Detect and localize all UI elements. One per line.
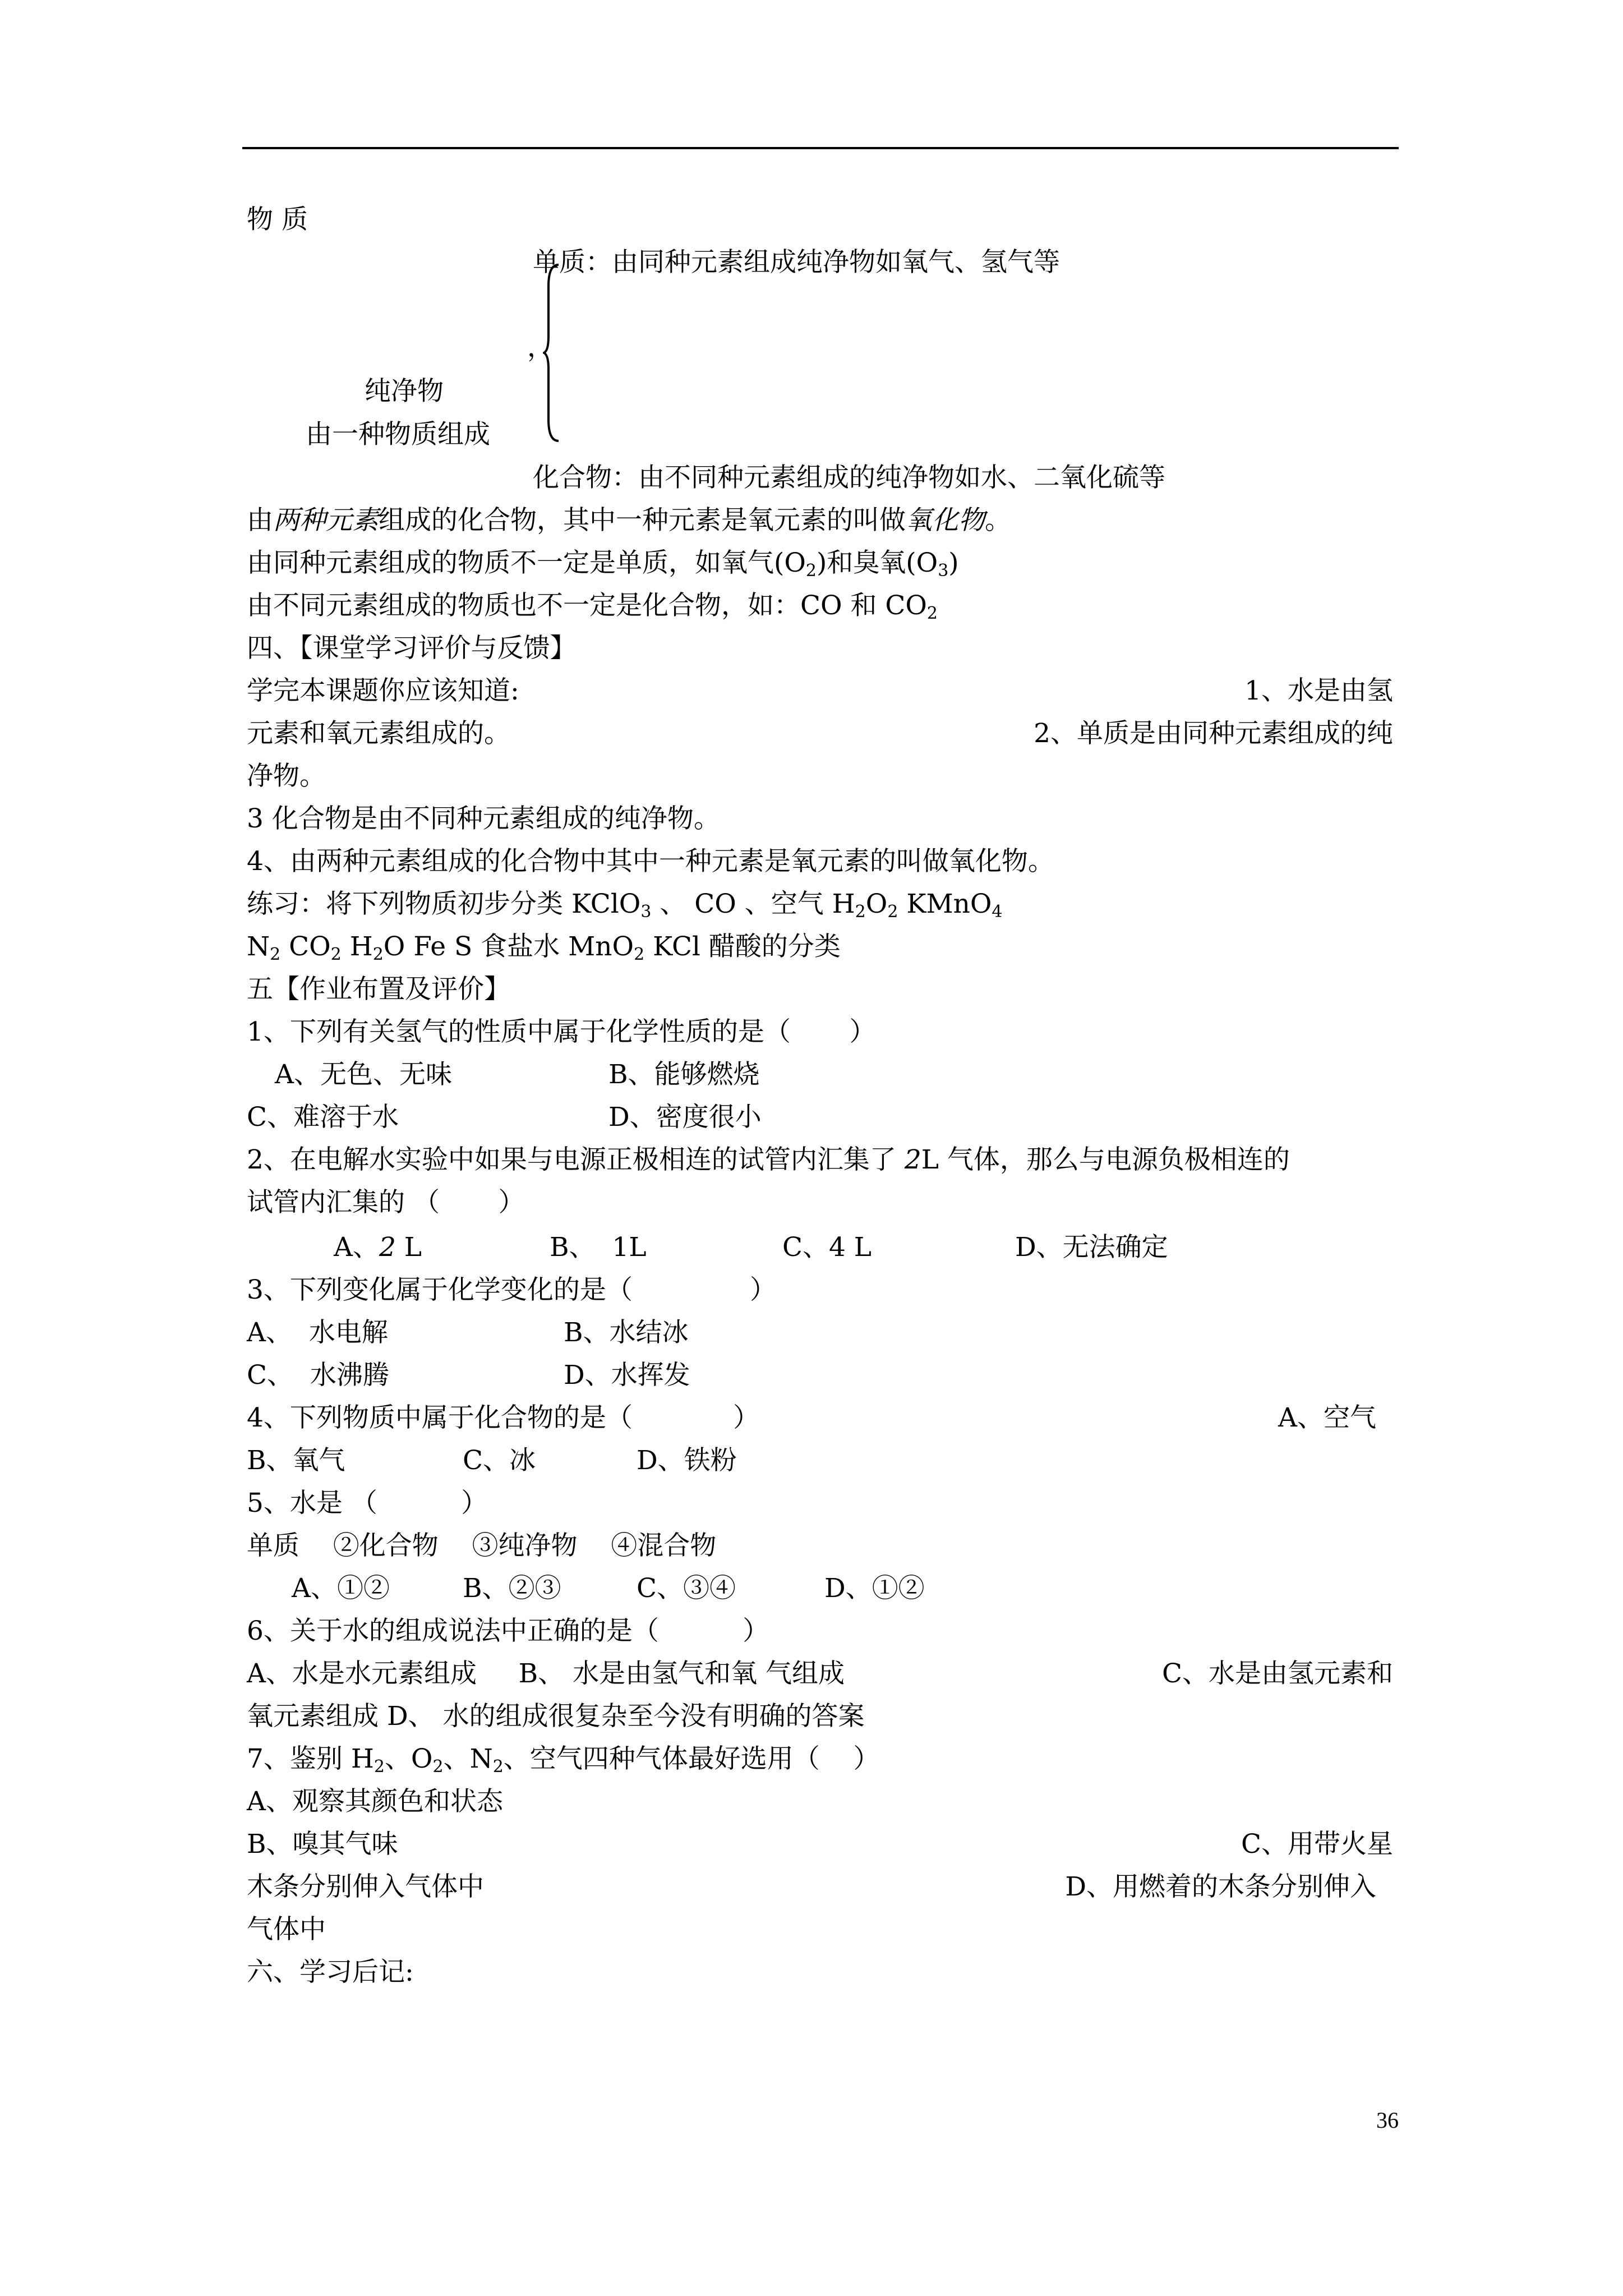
q1-option-a: A、无色、无味 [275,1059,452,1090]
q2-option-a: A、2 L [334,1232,422,1263]
question2-continued: 试管内汇集的 （ ） [247,1187,525,1218]
q7-option-a: A、观察其颜色和状态 [247,1786,503,1817]
q1-option-d: D、密度很小 [608,1102,762,1133]
q2-option-d: D、无法确定 [1015,1232,1168,1263]
q4-option-b: B、氧气 [247,1445,345,1476]
q4-option-a: A、空气 [1278,1402,1376,1433]
point2-continued: 净物。 [247,761,326,792]
q7-option-b: B、嗅其气味 [247,1829,398,1860]
q3-option-a: A、 水电解 [247,1317,388,1348]
q2-option-b: B、 1L [550,1232,647,1263]
question3: 3、下列变化属于化学变化的是（ ） [247,1274,777,1305]
exercise-line2: $N_2$ $CO_2$ $H_2O$ Fe S 食盐水 MnO$_2$ KCl 醋酸的分类 [247,931,841,964]
question6: 6、关于水的组成说法中正确的是（ ） [247,1616,769,1646]
q5-option-d: D、①② [824,1573,925,1604]
point3: 3 化合物是由不同种元素组成的纯净物。 [247,803,720,834]
point4: 4、由两种元素组成的化合物中其中一种元素是氧元素的叫做氧化物。 [247,846,1054,877]
q7-option-c-continued: 木条分别伸入气体中 [247,1871,484,1902]
q3-option-d: D、水挥发 [564,1360,690,1391]
q5-option-a: A、①② [292,1573,390,1604]
simple-substance-note: 由同种元素组成的物质不一定是单质，如氧气$(O_2)$和臭氧$(O_3)$ [247,547,959,581]
q1-option-c: C、难溶于水 [247,1102,399,1133]
q7-option-d-continued: 气体中 [247,1914,326,1945]
q1-option-b: B、能够燃烧 [608,1059,760,1090]
question5: 5、水是 （ ） [247,1488,488,1519]
q3-option-c: C、 水沸腾 [247,1360,389,1391]
question7: 7、鉴别 $H_2$、$O_2$、$N_2$、空气四种气体最好选用（ ） [247,1743,880,1777]
q4-option-c: C、冰 [463,1445,536,1476]
question2: 2、在电解水实验中如果与电源正极相连的试管内汇集了 2L 气体，那么与电源负极相连的 [247,1144,1290,1175]
compound-note: 由不同元素组成的物质也不一定是化合物，如：CO 和 $CO_2$ [247,590,938,623]
question1: 1、下列有关氢气的性质中属于化学性质的是（ ） [247,1016,876,1047]
q7-option-c: C、用带火星 [1241,1829,1393,1860]
point1-continued: 元素和氧元素组成的。 [247,718,510,749]
q6-options-ab: A、水是水元素组成 B、 水是由氢气和氧 气组成 [247,1658,845,1689]
section5-heading: 五【作业布置及评价】 [247,974,510,1005]
exercise-line1: 练习：将下列物质初步分类 KClO$_3$ 、 CO 、空气 $H_2O_2$ KMnO$_4$ [247,889,1003,922]
oxide-definition: 由两种元素组成的化合物，其中一种元素是氧元素的叫做氧化物。 [247,505,1011,536]
q4-option-d: D、铁粉 [637,1445,737,1476]
q5-items: 单质 ②化合物 ③纯净物 ④混合物 [247,1530,717,1561]
q5-option-c: C、③④ [637,1573,736,1604]
pure-substance-label: 纯净物 [365,376,444,407]
pure-substance-description: 由一种物质组成 [306,419,490,450]
section4-heading: 四、【课堂学习评价与反馈】 [247,633,577,664]
q7-option-d: D、用燃着的木条分别伸入 [1065,1871,1376,1902]
q5-option-b: B、②③ [463,1573,561,1604]
q3-option-b: B、水结冰 [564,1317,689,1348]
simple-substance-definition: 单质：由同种元素组成纯净物如氧气、氢气等 [533,247,1060,278]
section6-heading: 六、学习后记: [247,1957,414,1987]
section4-intro: 学完本课题你应该知道: [247,675,519,706]
q6-option-c: C、水是由氢元素和 [1162,1658,1393,1689]
point1-start: 1、水是由氢 [1244,675,1393,706]
comma-mark: ， [527,332,554,363]
header-rule [242,147,1399,149]
classification-title: 物 质 [247,204,308,235]
compound-definition: 化合物：由不同种元素组成的纯净物如水、二氧化硫等 [533,462,1165,493]
page-number: 36 [1376,2108,1399,2133]
point2-start: 2、单质是由同种元素组成的纯 [1034,718,1393,749]
q2-option-c: C、4 L [782,1232,872,1263]
q6-continued: 氧元素组成 D、 水的组成很复杂至今没有明确的答案 [247,1701,865,1732]
question4: 4、下列物质中属于化合物的是（ ） [247,1402,760,1433]
